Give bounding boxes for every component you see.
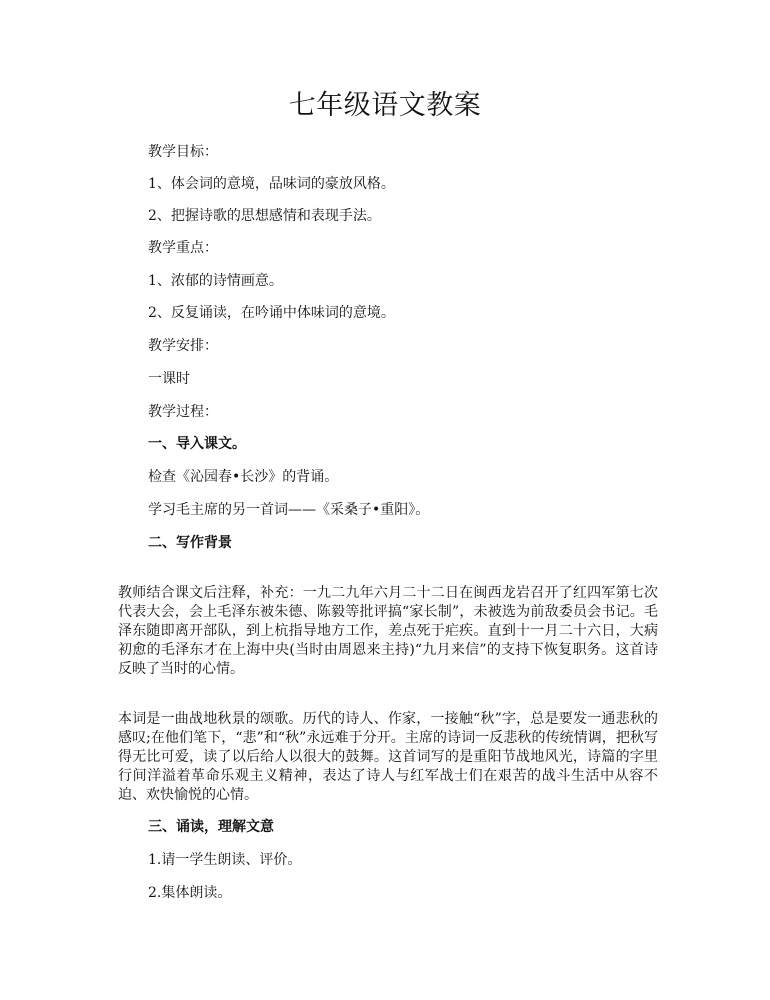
section-3-heading: 三、诵读，理解文意 [148,819,274,835]
teaching-process-heading: 教学过程： [148,404,218,420]
focus-item-2: 2、反复诵读，在吟诵中体味词的意境。 [148,305,395,321]
document-title: 七年级语文教案 [288,90,482,121]
section-1-heading: 一、导入课文。 [148,436,246,452]
section-3-item-1: 1.请一学生朗读、评价。 [148,852,302,868]
section-1-item-1: 检查《沁园春•长沙》的背诵。 [148,469,339,485]
section-3-item-2: 2.集体朗读。 [148,885,232,901]
focus-item-1: 1、浓郁的诗情画意。 [148,273,283,289]
teaching-goals-heading: 教学目标： [148,144,218,160]
teaching-arrangement-heading: 教学安排： [148,338,218,354]
section-1-item-2: 学习毛主席的另一首词——《采桑子•重阳》。 [148,502,430,518]
section-2-heading: 二、写作背景 [148,535,232,551]
goal-item-2: 2、把握诗歌的思想感情和表现手法。 [148,208,381,224]
goal-item-1: 1、体会词的意境，品味词的豪放风格。 [148,176,395,192]
background-paragraph-1: 教师结合课文后注释，补充：一九二九年六月二十二日在闽西龙岩召开了红四军第七次代表大会，会上毛泽东被朱德、陈毅等批评搞“家长制”，未被选为前敌委员会书记。毛泽东随即离开部队，到上杭指导地方工作，差点死于疟疾。直到十一月二十六日，大病初愈的毛泽东才在上海中央(当时由周恩来主持)“九月来信”的支持下恢复职务。这首诗反映了当时的心情。 [118,585,658,677]
background-paragraph-2: 本词是一曲战地秋景的颂歌。历代的诗人、作家，一接触“秋”字，总是要发一通悲秋的感叹;在他们笔下，“悲”和“秋”永远难于分开。主席的诗词一反悲秋的传统情调，把秋写得无比可爱，读了以后给人以很大的鼓舞。这首词写的是重阳节战地风光，诗篇的字里行间洋溢着革命乐观主义精神，表达了诗人与红军战士们在艰苦的战斗生活中从容不迫、欢快愉悦的心情。 [118,711,658,803]
arrangement-value: 一课时 [148,371,190,387]
teaching-focus-heading: 教学重点： [148,240,218,256]
